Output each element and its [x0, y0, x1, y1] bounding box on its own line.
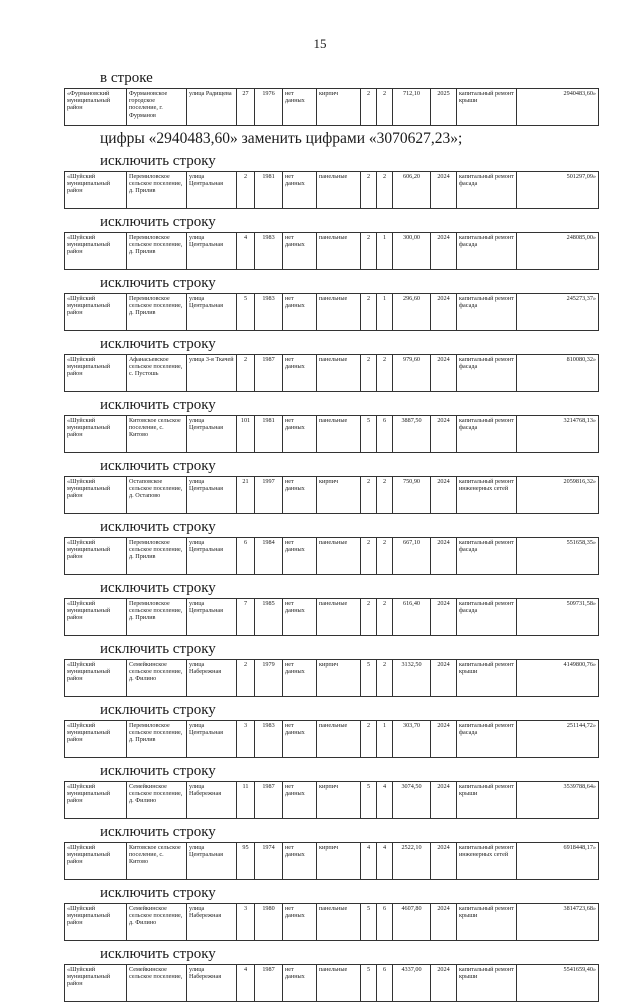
cell-entrances: 1 [377, 294, 393, 331]
cell-amount: 2059816,32» [517, 477, 599, 514]
cell-house: 6 [237, 538, 255, 575]
cell-settlement: Семейкинское сельское поселение, [127, 965, 187, 1002]
cell-house: 4 [237, 233, 255, 270]
cell-material: панельные [317, 233, 361, 270]
cell-street: улица Набережная [187, 782, 237, 819]
cell-work: капитальный ремонт фасада [457, 294, 517, 331]
cell-house: 2 [237, 660, 255, 697]
cell-year: 1979 [255, 660, 283, 697]
cell-area: 2522,10 [393, 843, 431, 880]
cell-entrances: 1 [377, 233, 393, 270]
cell-entrances: 1 [377, 721, 393, 758]
cell-district: «Шуйский муниципальный район [65, 965, 127, 1002]
cell-settlement: Остаповское сельское поселение, д. Остапово [127, 477, 187, 514]
cell-year: 1985 [255, 599, 283, 636]
cell-settlement: Семейкинское сельское поселение, д. Филино [127, 782, 187, 819]
cell-plan-year: 2024 [431, 965, 457, 1002]
cell-district: «Шуйский муниципальный район [65, 477, 127, 514]
cell-house: 27 [237, 89, 255, 126]
cell-street: улица Центральная [187, 172, 237, 209]
cell-district: «Шуйский муниципальный район [65, 782, 127, 819]
exclude-row-heading: исключить строку [100, 641, 216, 657]
table-row [64, 842, 599, 880]
cell-district: «Шуйский муниципальный район [65, 660, 127, 697]
exclude-row-heading: исключить строку [100, 824, 216, 840]
cell-house: 4 [237, 965, 255, 1002]
cell-floors: 2 [361, 233, 377, 270]
cell-area: 750,90 [393, 477, 431, 514]
cell-amount: 251144,72» [517, 721, 599, 758]
cell-house: 7 [237, 599, 255, 636]
table-row [64, 537, 599, 575]
table-row [64, 659, 599, 697]
cell-entrances: 2 [377, 538, 393, 575]
table-row [64, 354, 599, 392]
cell-house: 3 [237, 721, 255, 758]
cell-street: улица Центральная [187, 416, 237, 453]
table-row [64, 781, 599, 819]
cell-amount: 5541659,40» [517, 965, 599, 1002]
cell-street: улица Набережная [187, 904, 237, 941]
cell-street: улица Центральная [187, 294, 237, 331]
cell-entrances: 2 [377, 172, 393, 209]
cell-house: 2 [237, 172, 255, 209]
cell-floors: 2 [361, 294, 377, 331]
cell-material: панельные [317, 965, 361, 1002]
cell-material: панельные [317, 416, 361, 453]
cell-plan-year: 2025 [431, 89, 457, 126]
cell-floors: 5 [361, 904, 377, 941]
cell-district: «Шуйский муниципальный район [65, 172, 127, 209]
cell-district: «Фурмановский муниципальный район [65, 89, 127, 126]
document-body [64, 70, 598, 1002]
cell-work: капитальный ремонт крыши [457, 782, 517, 819]
cell-year: 1983 [255, 294, 283, 331]
cell-amount: 3214768,13» [517, 416, 599, 453]
exclude-row-heading: исключить строку [100, 458, 216, 474]
cell-settlement: Китовское сельское поселение, с. Китово [127, 416, 187, 453]
cell-entrances: 6 [377, 904, 393, 941]
cell-status: нет данных [283, 721, 317, 758]
cell-plan-year: 2024 [431, 172, 457, 209]
cell-street: улица Набережная [187, 965, 237, 1002]
cell-status: нет данных [283, 782, 317, 819]
cell-settlement: Китовское сельское поселение, с. Китово [127, 843, 187, 880]
cell-year: 1981 [255, 416, 283, 453]
cell-floors: 2 [361, 599, 377, 636]
cell-area: 4337,00 [393, 965, 431, 1002]
cell-house: 101 [237, 416, 255, 453]
exclude-row-heading: исключить строку [100, 519, 216, 535]
cell-plan-year: 2024 [431, 599, 457, 636]
cell-amount: 248085,00» [517, 233, 599, 270]
cell-year: 1983 [255, 233, 283, 270]
cell-area: 979,60 [393, 355, 431, 392]
cell-material: кирпич [317, 660, 361, 697]
exclude-row-heading: исключить строку [100, 946, 216, 962]
cell-area: 4607,80 [393, 904, 431, 941]
cell-street: улица Центральная [187, 538, 237, 575]
cell-amount: 551658,35» [517, 538, 599, 575]
table-row [64, 415, 599, 453]
cell-plan-year: 2024 [431, 416, 457, 453]
table-row [64, 293, 599, 331]
cell-status: нет данных [283, 89, 317, 126]
exclude-row-heading: исключить строку [100, 397, 216, 413]
cell-status: нет данных [283, 965, 317, 1002]
cell-amount: 245273,37» [517, 294, 599, 331]
cell-amount: 3814723,68» [517, 904, 599, 941]
table-row [64, 964, 599, 1002]
cell-street: улица Центральная [187, 477, 237, 514]
table-row [64, 903, 599, 941]
cell-work: капитальный ремонт крыши [457, 965, 517, 1002]
cell-settlement: Перемиловское сельское поселение, д. Прилив [127, 294, 187, 331]
cell-year: 1997 [255, 477, 283, 514]
exclude-row-heading: исключить строку [100, 580, 216, 596]
cell-year: 1984 [255, 538, 283, 575]
cell-plan-year: 2024 [431, 233, 457, 270]
table-row [64, 232, 599, 270]
cell-district: «Шуйский муниципальный район [65, 355, 127, 392]
cell-work: капитальный ремонт фасада [457, 355, 517, 392]
cell-amount: 6918448,17» [517, 843, 599, 880]
cell-area: 3887,50 [393, 416, 431, 453]
cell-year: 1981 [255, 172, 283, 209]
cell-floors: 2 [361, 355, 377, 392]
cell-plan-year: 2024 [431, 904, 457, 941]
cell-district: «Шуйский муниципальный район [65, 538, 127, 575]
cell-settlement: Перемиловское сельское поселение, д. Прилив [127, 721, 187, 758]
cell-plan-year: 2024 [431, 355, 457, 392]
cell-status: нет данных [283, 660, 317, 697]
cell-plan-year: 2024 [431, 782, 457, 819]
cell-settlement: Семейкинское сельское поселение, д. Филино [127, 904, 187, 941]
cell-status: нет данных [283, 904, 317, 941]
cell-amount: 4149800,76» [517, 660, 599, 697]
cell-status: нет данных [283, 355, 317, 392]
cell-material: панельные [317, 599, 361, 636]
cell-area: 303,70 [393, 721, 431, 758]
cell-area: 3074,50 [393, 782, 431, 819]
cell-material: кирпич [317, 477, 361, 514]
cell-settlement: Перемиловское сельское поселение, д. Прилив [127, 538, 187, 575]
cell-area: 616,40 [393, 599, 431, 636]
table-row [64, 720, 599, 758]
cell-entrances: 4 [377, 843, 393, 880]
replace-note: цифры «2940483,60» заменить цифрами «3070627,23»; [100, 130, 463, 147]
cell-street: улица Центральная [187, 599, 237, 636]
cell-street: улица Центральная [187, 721, 237, 758]
exclude-row-heading: исключить строку [100, 336, 216, 352]
cell-work: капитальный ремонт инженерных сетей [457, 843, 517, 880]
cell-floors: 5 [361, 965, 377, 1002]
cell-status: нет данных [283, 538, 317, 575]
cell-work: капитальный ремонт фасада [457, 599, 517, 636]
cell-year: 1987 [255, 965, 283, 1002]
cell-area: 606,20 [393, 172, 431, 209]
cell-district: «Шуйский муниципальный район [65, 721, 127, 758]
intro-heading: в строке [100, 70, 153, 86]
cell-year: 1983 [255, 721, 283, 758]
cell-entrances: 2 [377, 599, 393, 636]
cell-year: 1974 [255, 843, 283, 880]
cell-district: «Шуйский муниципальный район [65, 294, 127, 331]
cell-material: панельные [317, 355, 361, 392]
cell-material: панельные [317, 721, 361, 758]
cell-status: нет данных [283, 843, 317, 880]
cell-material: панельные [317, 172, 361, 209]
cell-floors: 2 [361, 721, 377, 758]
cell-status: нет данных [283, 416, 317, 453]
cell-floors: 2 [361, 172, 377, 209]
cell-amount: 2940483,60» [517, 89, 599, 126]
table-row [64, 171, 599, 209]
cell-status: нет данных [283, 599, 317, 636]
cell-house: 21 [237, 477, 255, 514]
cell-entrances: 2 [377, 660, 393, 697]
cell-area: 296,60 [393, 294, 431, 331]
cell-entrances: 2 [377, 355, 393, 392]
cell-street: улица Центральная [187, 843, 237, 880]
cell-plan-year: 2024 [431, 477, 457, 514]
cell-floors: 5 [361, 416, 377, 453]
exclude-row-heading: исключить строку [100, 702, 216, 718]
cell-material: кирпич [317, 782, 361, 819]
cell-work: капитальный ремонт фасада [457, 416, 517, 453]
cell-work: капитальный ремонт фасада [457, 721, 517, 758]
cell-settlement: Афанасьевское сельское поселение, с. Пустошь [127, 355, 187, 392]
cell-plan-year: 2024 [431, 294, 457, 331]
cell-work: капитальный ремонт крыши [457, 89, 517, 126]
cell-year: 1987 [255, 355, 283, 392]
cell-settlement: Фурмановское городское поселение, г. Фурманов [127, 89, 187, 126]
cell-plan-year: 2024 [431, 843, 457, 880]
exclude-row-heading: исключить строку [100, 153, 216, 169]
cell-settlement: Перемиловское сельское поселение, д. Прилив [127, 233, 187, 270]
page-number: 15 [313, 36, 327, 51]
table-row [64, 88, 599, 126]
cell-floors: 2 [361, 89, 377, 126]
cell-settlement: Перемиловское сельское поселение, д. Прилив [127, 599, 187, 636]
cell-floors: 2 [361, 538, 377, 575]
cell-work: капитальный ремонт фасада [457, 233, 517, 270]
cell-year: 1976 [255, 89, 283, 126]
cell-amount: 3539788,64» [517, 782, 599, 819]
cell-house: 3 [237, 904, 255, 941]
cell-area: 3132,50 [393, 660, 431, 697]
cell-settlement: Семейкинское сельское поселение, д. Филино [127, 660, 187, 697]
cell-floors: 5 [361, 660, 377, 697]
cell-entrances: 6 [377, 965, 393, 1002]
cell-status: нет данных [283, 294, 317, 331]
table-row [64, 476, 599, 514]
cell-house: 95 [237, 843, 255, 880]
cell-status: нет данных [283, 233, 317, 270]
cell-floors: 2 [361, 477, 377, 514]
cell-plan-year: 2024 [431, 538, 457, 575]
cell-district: «Шуйский муниципальный район [65, 843, 127, 880]
cell-status: нет данных [283, 477, 317, 514]
cell-house: 11 [237, 782, 255, 819]
cell-street: улица Набережная [187, 660, 237, 697]
cell-plan-year: 2024 [431, 721, 457, 758]
exclude-row-heading: исключить строку [100, 275, 216, 291]
cell-work: капитальный ремонт крыши [457, 904, 517, 941]
cell-material: панельные [317, 294, 361, 331]
cell-work: капитальный ремонт инженерных сетей [457, 477, 517, 514]
cell-entrances: 2 [377, 89, 393, 126]
cell-plan-year: 2024 [431, 660, 457, 697]
exclude-row-heading: исключить строку [100, 763, 216, 779]
cell-house: 2 [237, 355, 255, 392]
cell-work: капитальный ремонт крыши [457, 660, 517, 697]
cell-house: 5 [237, 294, 255, 331]
cell-floors: 4 [361, 843, 377, 880]
cell-district: «Шуйский муниципальный район [65, 416, 127, 453]
cell-work: капитальный ремонт фасада [457, 538, 517, 575]
cell-year: 1980 [255, 904, 283, 941]
cell-entrances: 4 [377, 782, 393, 819]
cell-entrances: 6 [377, 416, 393, 453]
cell-district: «Шуйский муниципальный район [65, 904, 127, 941]
exclude-row-heading: исключить строку [100, 214, 216, 230]
cell-settlement: Перемиловское сельское поселение, д. Прилив [127, 172, 187, 209]
exclude-row-heading: исключить строку [100, 885, 216, 901]
cell-area: 712,10 [393, 89, 431, 126]
cell-area: 300,00 [393, 233, 431, 270]
cell-material: кирпич [317, 843, 361, 880]
cell-material: панельные [317, 538, 361, 575]
cell-entrances: 2 [377, 477, 393, 514]
cell-district: «Шуйский муниципальный район [65, 233, 127, 270]
cell-material: кирпич [317, 89, 361, 126]
cell-street: улица 3-я Ткачей [187, 355, 237, 392]
cell-amount: 810080,32» [517, 355, 599, 392]
cell-street: улица Центральная [187, 233, 237, 270]
table-row [64, 598, 599, 636]
cell-area: 667,10 [393, 538, 431, 575]
cell-amount: 509731,58» [517, 599, 599, 636]
cell-status: нет данных [283, 172, 317, 209]
cell-district: «Шуйский муниципальный район [65, 599, 127, 636]
cell-work: капитальный ремонт фасада [457, 172, 517, 209]
cell-material: панельные [317, 904, 361, 941]
cell-amount: 501297,09» [517, 172, 599, 209]
cell-year: 1987 [255, 782, 283, 819]
cell-street: улица Радищева [187, 89, 237, 126]
cell-floors: 5 [361, 782, 377, 819]
